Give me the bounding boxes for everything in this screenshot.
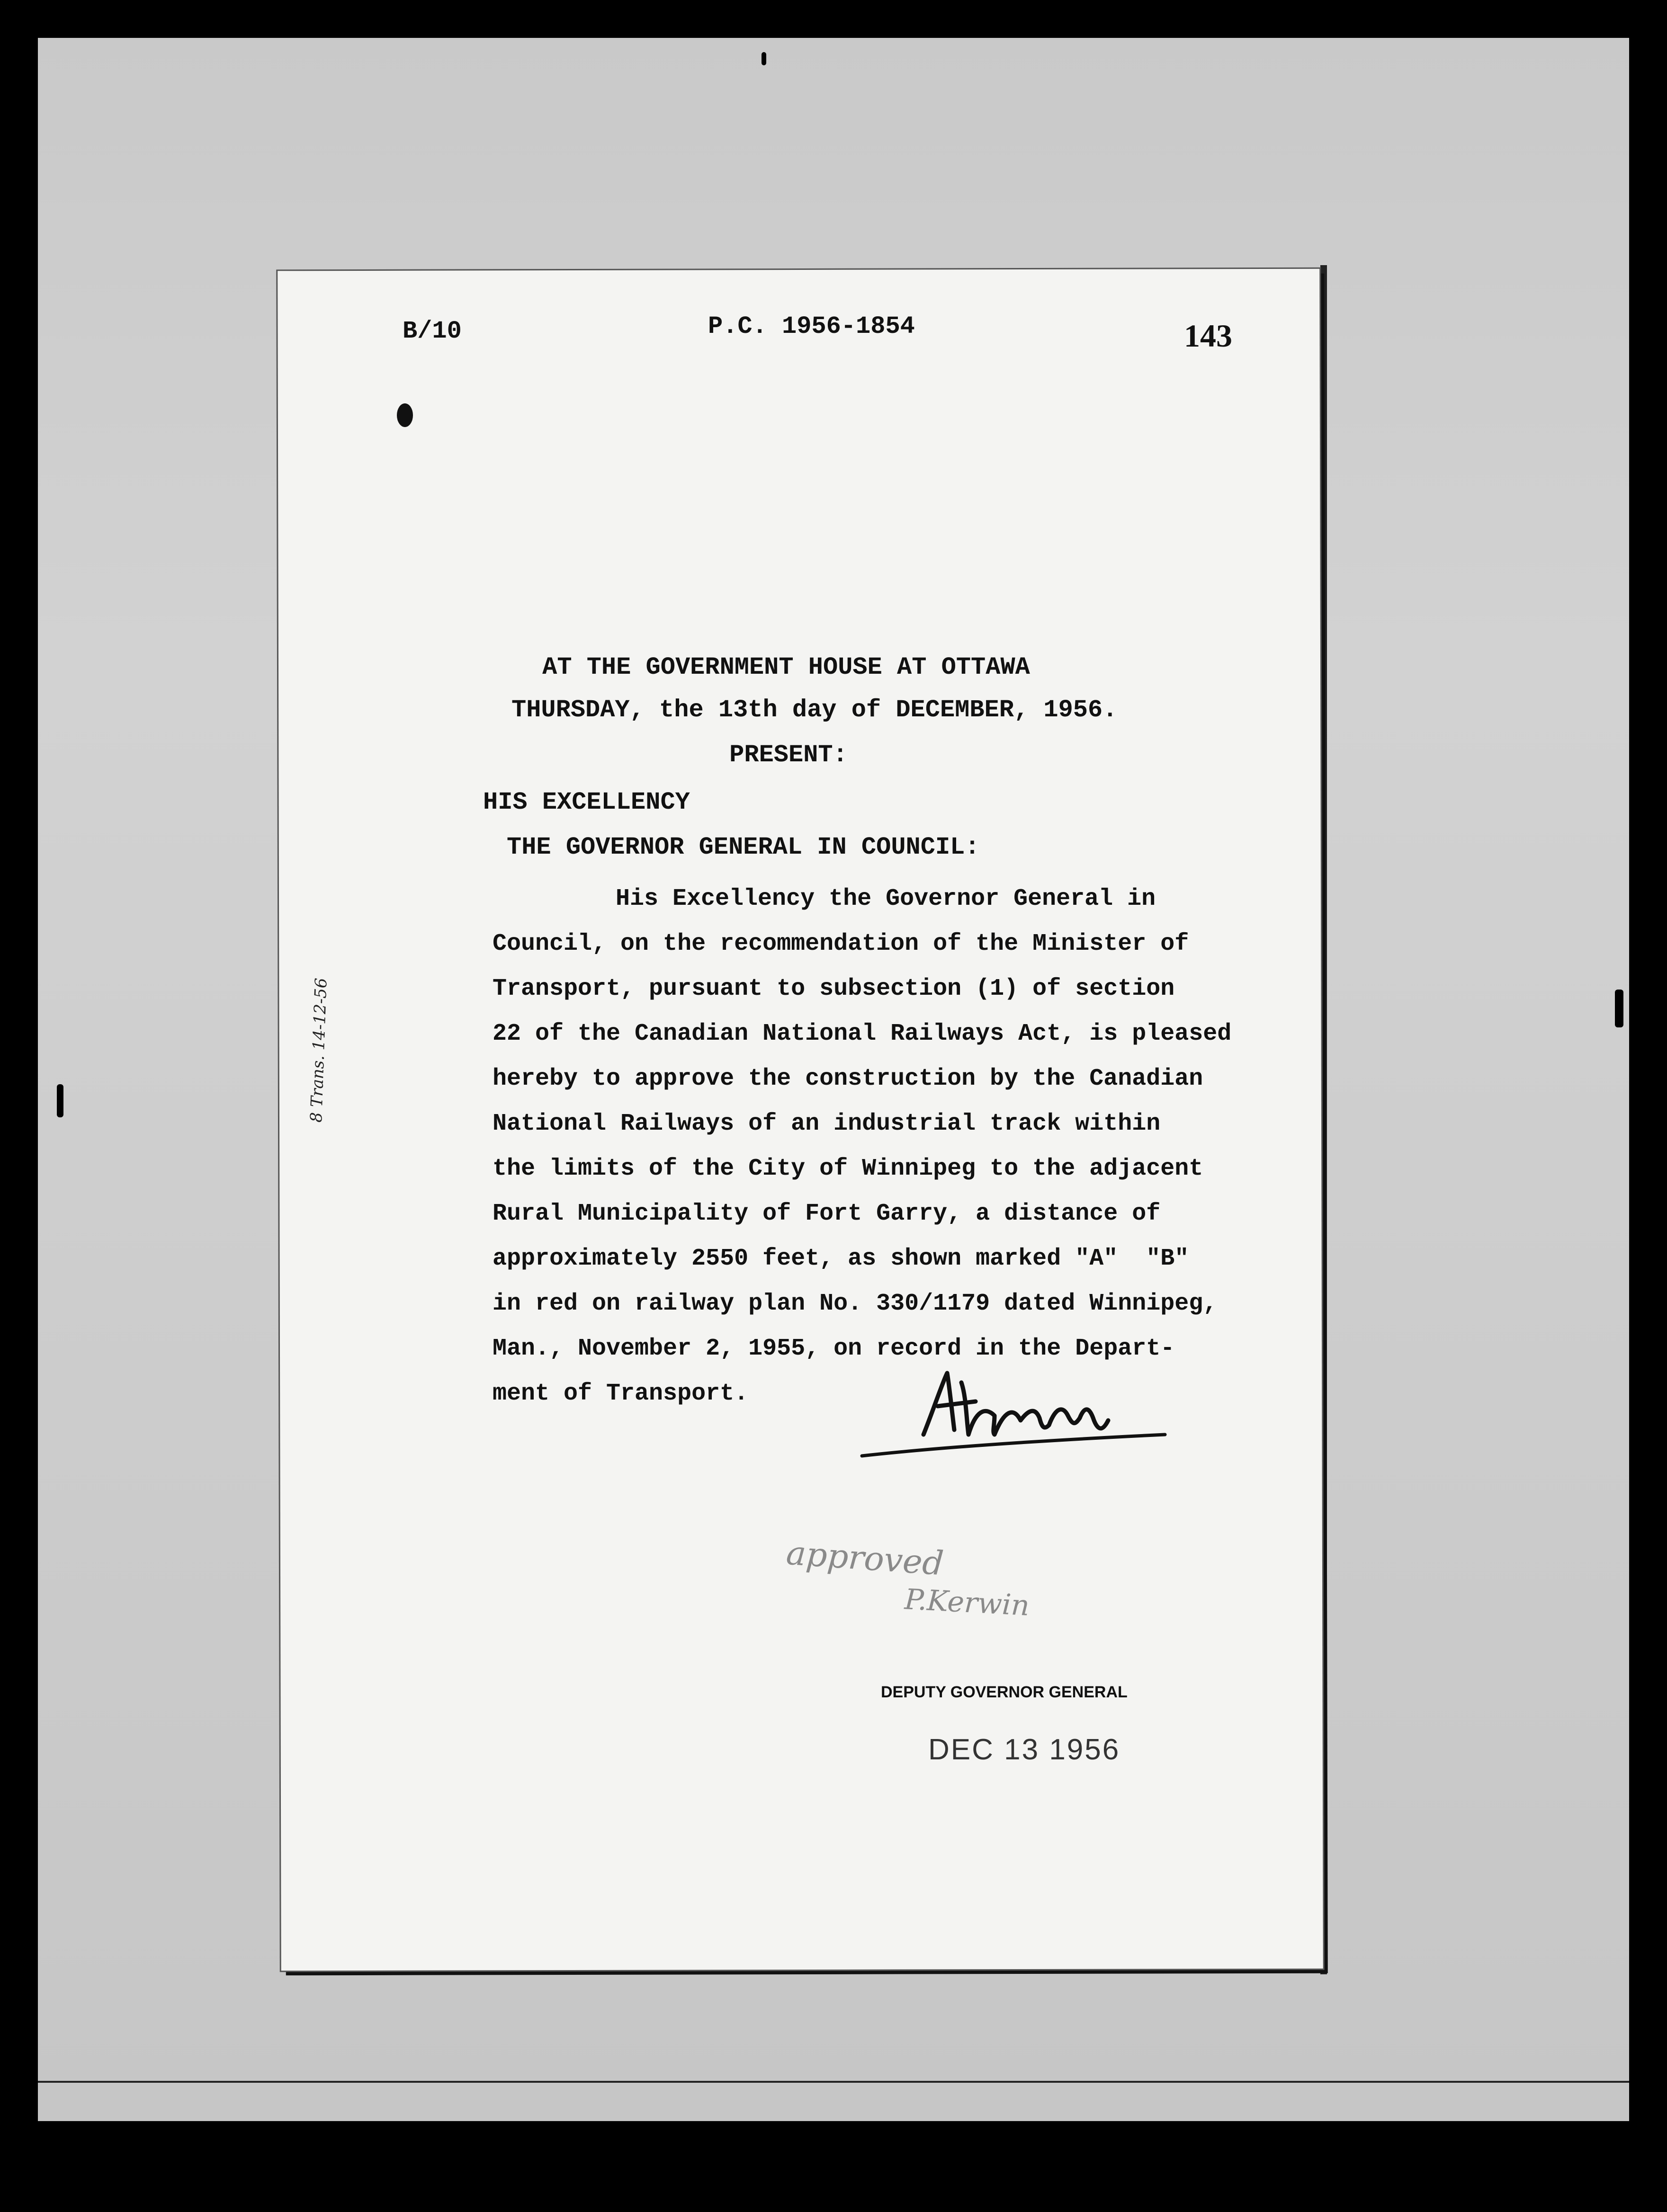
deputy-governor-general-stamp: DEPUTY GOVERNOR GENERAL — [881, 1683, 1128, 1701]
body-line: National Railways of an industrial track within — [493, 1110, 1161, 1137]
order-number: P.C. 1956-1854 — [708, 312, 915, 340]
body-line: Rural Municipality of Fort Garry, a distance of — [493, 1200, 1161, 1227]
punch-hole — [397, 403, 413, 427]
margin-note: 8 Trans. 14-12-56 — [307, 977, 331, 1123]
film-edge-mark-left — [57, 1084, 63, 1117]
pencil-initials: P.Kerwin — [904, 1583, 1031, 1623]
pencil-approved: approved — [785, 1533, 945, 1583]
frame-edge-line — [38, 2081, 1629, 2083]
clerk-signature — [852, 1354, 1174, 1477]
body-line: hereby to approve the construction by the Canadian — [493, 1065, 1203, 1092]
film-registration-mark — [762, 52, 766, 65]
file-code: B/10 — [403, 317, 462, 345]
film-edge-mark-right — [1615, 990, 1623, 1027]
address-governor-general: THE GOVERNOR GENERAL IN COUNCIL: — [507, 833, 980, 861]
heading-place: AT THE GOVERNMENT HOUSE AT OTTAWA — [542, 653, 1030, 681]
body-line: approximately 2550 feet, as shown marked "A" "B" — [493, 1245, 1189, 1272]
body-line: Council, on the recommendation of the Minister of — [493, 930, 1189, 957]
body-line: ment of Transport. — [493, 1380, 749, 1407]
body-line: Man., November 2, 1955, on record in the Depart- — [493, 1335, 1175, 1362]
body-line: Transport, pursuant to subsection (1) of section — [493, 975, 1175, 1002]
body-line: 22 of the Canadian National Railways Act, is pleased — [493, 1020, 1232, 1047]
body-line: in red on railway plan No. 330/1179 dated Winnipeg, — [493, 1290, 1218, 1317]
date-stamp: DEC 13 1956 — [928, 1733, 1120, 1766]
page-number: 143 — [1184, 318, 1232, 354]
heading-date: THURSDAY, the 13th day of DECEMBER, 1956. — [511, 696, 1118, 724]
heading-present: PRESENT: — [729, 741, 848, 769]
body-line: His Excellency the Governor General in — [616, 885, 1156, 912]
body-line: the limits of the City of Winnipeg to the adjacent — [493, 1155, 1203, 1182]
address-his-excellency: HIS EXCELLENCY — [483, 788, 690, 816]
